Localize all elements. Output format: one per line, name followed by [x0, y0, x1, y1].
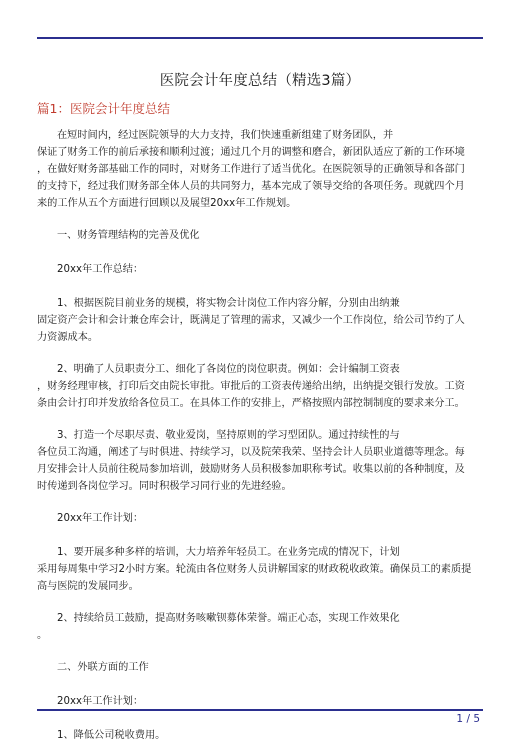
subsection-heading: 一、财务管理结构的完善及优化 — [57, 230, 200, 241]
paragraph-line: 的支持下，经过我们财务部全体人员的共同努力，基本完成了领导交给的各项任务。现就四个月 — [37, 181, 465, 192]
paragraph-line: 在短时间内，经过医院领导的大力支持，我们快速重新组建了财务团队，并 — [57, 130, 394, 141]
paragraph-line: 保证了财务工作的前后承接和顺利过渡；通过几个月的调整和磨合，新团队适应了新的工作环境 — [37, 147, 465, 158]
paragraph-line: 3、打造一个尽职尽责、敬业爱岗，坚持原则的学习型团队。通过持续性的与 — [57, 430, 400, 441]
paragraph-line: 1、要开展多种多样的培训，大力培养年轻员工。在业务完成的情况下，计划 — [57, 547, 400, 558]
section-heading: 篇1：医院会计年度总结 — [37, 101, 170, 116]
paragraph-line: 固定资产会计和会计兼仓库会计，既满足了管理的需求，又减少一个工作岗位，给公司节约了人 — [37, 315, 465, 326]
paragraph-line: 各位员工沟通，阐述了与时俱进、持续学习，以及院荣我荣、坚持会计人员职业道德等理念。每 — [37, 447, 465, 458]
subsection-heading: 二、外联方面的工作 — [57, 662, 149, 673]
paragraph-line: 。 — [37, 630, 48, 641]
subsection-heading: 20xx年工作总结： — [57, 264, 144, 275]
paragraph-line: 2、明确了人员职责分工、细化了各岗位的岗位职责。例如：会计编制工资表 — [57, 364, 400, 375]
paragraph-line: 力资源成本。 — [37, 332, 99, 343]
paragraph-line: 2、持续给员工鼓励，提高财务咳嗽钡募体荣誉。端正心态，实现工作效果化 — [57, 613, 400, 624]
paragraph-line: 1、根据医院目前业务的规模，将实物会计岗位工作内容分解，分别由出纳兼 — [57, 298, 400, 309]
paragraph-line: 时传递到各岗位学习。同时积极学习同行业的先进经验。 — [37, 481, 292, 492]
paragraph-line: 来的工作从五个方面进行回顾以及展望20xx年工作规划。 — [37, 198, 297, 209]
paragraph-line: 1、降低公司税收费用。 — [57, 730, 166, 741]
footer-rule — [37, 709, 483, 711]
paragraph-line: 条由会计打印并发放给各位员工。在具体工作的安排上，严格按照内部控制制度的要求来分工。 — [37, 398, 465, 409]
header-rule — [37, 37, 483, 39]
paragraph-line: 采用每周集中学习2小时方案。轮流由各位财务人员讲解国家的财政税收政策。确保员工的素质提 — [37, 564, 472, 575]
paragraph-line: 高与医院的发展同步。 — [37, 581, 139, 592]
page-number: 1 / 5 — [456, 713, 480, 725]
paragraph-line: ，在做好财务部基础工作的同时，对财务工作进行了适当优化。在医院领导的正确领导和各部门 — [37, 164, 465, 175]
subsection-heading: 20xx年工作计划： — [57, 696, 144, 707]
document-title: 医院会计年度总结（精选3篇） — [159, 73, 361, 89]
paragraph-line: ，财务经理审核，打印后交由院长审批。审批后的工资表传递给出纳，出纳提交银行发放。工资 — [37, 381, 465, 392]
document-body — [37, 127, 483, 744]
paragraph-line: 月安排会计人员前往税局参加培训，鼓励财务人员积极参加职称考试。收集以前的各种制度，及 — [37, 464, 465, 475]
subsection-heading: 20xx年工作计划： — [57, 513, 144, 524]
